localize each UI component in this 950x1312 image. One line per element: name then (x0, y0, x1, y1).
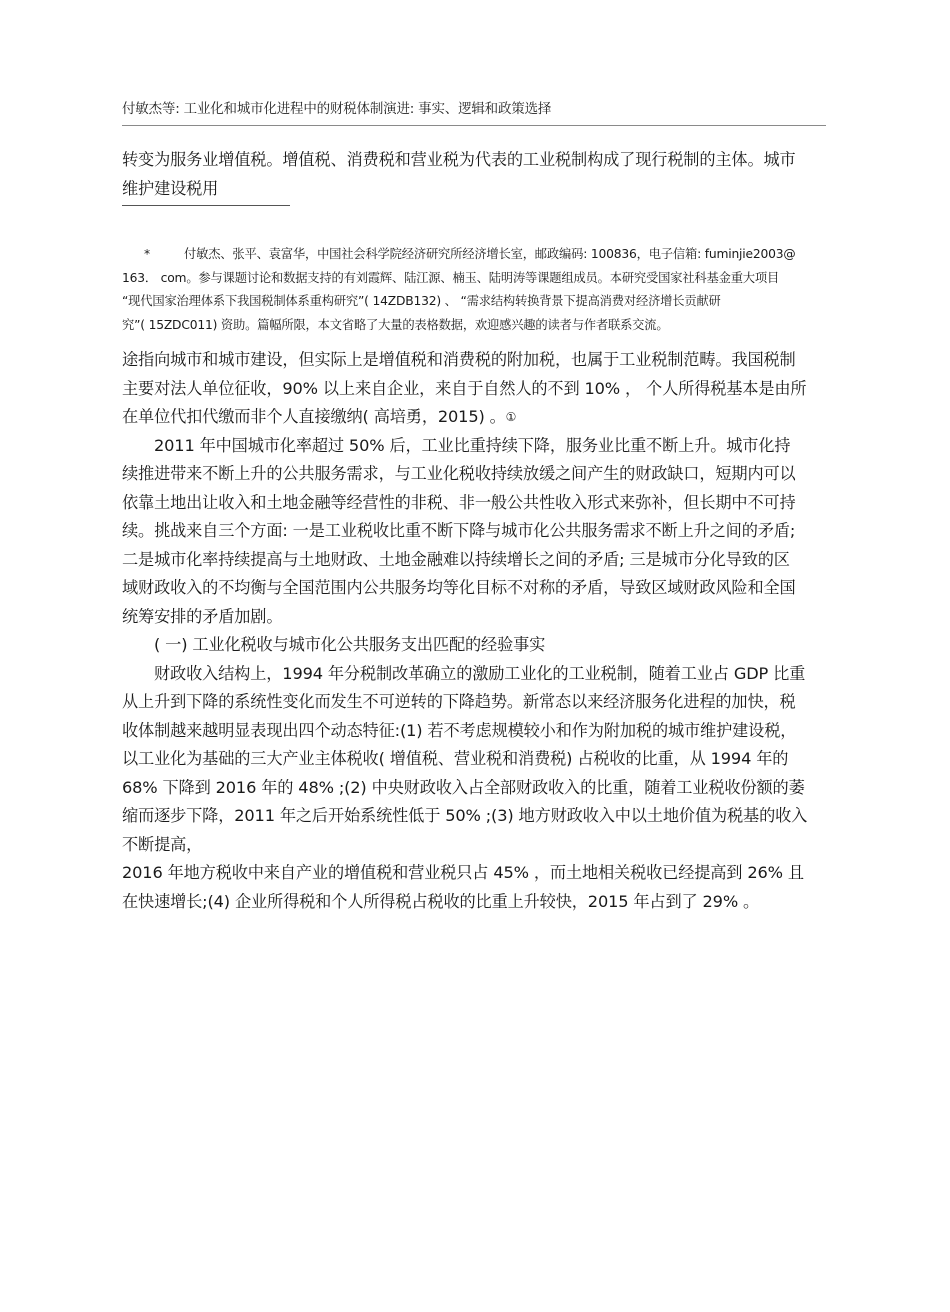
footnote-marker: * (144, 247, 150, 261)
text-line-with-ref (122, 403, 828, 432)
paragraph-3 (122, 660, 828, 860)
text-line: 以工业化为基础的三大产业主体税收( 增值税、营业税和消费税) 占税收的比重，从 1994 年的 (122, 749, 789, 768)
text-line: 二是城市化率持续提高与土地财政、土地金融难以持续增长之间的矛盾; 三是城市分化导致的区 (122, 549, 790, 569)
footnote-rule (122, 205, 290, 206)
text-line: 2016 年地方税收中来自产业的增值税和营业税只占 45% ，而土地相关税收已经提高到 26% 且 (122, 863, 804, 882)
text-line: 2011 年中国城市化率超过 50% 后，工业比重持续下降，服务业比重不断上升。城市化持 (154, 435, 791, 455)
paragraph-continuation-top (122, 146, 828, 203)
main-body (122, 346, 828, 916)
text-line: 主要对法人单位征收，90% 以上来自企业，来自于自然人的不到 10% ， 个人所得税基本是由所 (122, 378, 807, 398)
running-head: 付敏杰等: 工业化和城市化进程中的财税体制演进: 事实、逻辑和政策选择 (122, 101, 552, 117)
text-line: 收体制越来越明显表现出四个动态特征:(1) 若不考虑规模较小和作为附加税的城市维护建设税， (122, 720, 797, 740)
footnote-line-4: 究”( 15ZDC011) 资助。篇幅所限，本文省略了大量的表格数据，欢迎感兴趣的读者与作者联系交流。 (122, 317, 669, 332)
text-line: 财政收入结构上，1994 年分税制改革确立的激励工业化的工业税制，随着工业占 GDP 比重 (154, 663, 806, 683)
text-line: 不断提高， (122, 834, 203, 854)
paragraph-4 (122, 859, 828, 916)
footnote-text: 付敏杰、张平、袁富华，中国社会科学院经济研究所经济增长室，邮政编码: 100836，电子信箱: fuminjie2003@ (184, 247, 796, 261)
header-rule (122, 125, 826, 126)
text-line: 依靠土地出让收入和土地金融等经营性的非税、非一般公共性收入形式来弥补，但长期中不可持 (122, 492, 796, 512)
footnote-line-3: “现代国家治理体系下我国税制体系重构研究”( 14ZDB132) 、 “需求结构转换背景下提高消费对经济增长贡献研 (122, 294, 721, 308)
text-line: 途指向城市和城市建设，但实际上是增值税和消费税的附加税，也属于工业税制范畴。我国税制 (122, 350, 796, 369)
text-line: 缩而逐步下降，2011 年之后开始系统性低于 50% ;(3) 地方财政收入中以土地价值为税基的收入 (122, 806, 808, 825)
text-line: 维护建设税用 (122, 178, 219, 198)
footnote (122, 243, 828, 337)
paragraph-1 (122, 346, 828, 432)
footnote-line-1 (122, 243, 828, 267)
paragraph-2 (122, 432, 828, 632)
text-line: 转变为服务业增值税。增值税、消费税和营业税为代表的工业税制构成了现行税制的主体。城市 (122, 150, 796, 169)
text-span: 在单位代扣代缴而非个人直接缴纳( 高培勇，2015) 。 (122, 407, 506, 426)
footnote-reference-link[interactable]: ① (505, 410, 517, 424)
section-heading: ( 一) 工业化税收与城市化公共服务支出匹配的经验事实 (154, 635, 546, 654)
footnote-line-2: 163． com。参与课题讨论和数据支持的有刘霞辉、陆江源、楠玉、陆明涛等课题组成员。本研究受国家社科基金重大项目 (122, 270, 780, 285)
text-line: 从上升到下降的系统性变化而发生不可逆转的下降趋势。新常态以来经济服务化进程的加快，税 (122, 692, 796, 711)
text-line: 续推进带来不断上升的公共服务需求，与工业化税收持续放缓之间产生的财政缺口，短期内可以 (122, 464, 796, 483)
text-line: 统筹安排的矛盾加剧。 (122, 606, 283, 626)
text-line: 域财政收入的不均衡与全国范围内公共服务均等化目标不对称的矛盾，导致区域财政风险和全国 (122, 578, 796, 597)
text-line: 68% 下降到 2016 年的 48% ;(2) 中央财政收入占全部财政收入的比重，随着工业税收份额的萎 (122, 777, 805, 797)
text-line: 续。挑战来自三个方面: 一是工业税收比重不断下降与城市化公共服务需求不断上升之间的矛盾; (122, 521, 796, 540)
text-line: 在快速增长;(4) 企业所得税和个人所得税占税收的比重上升较快，2015 年占到了 29% 。 (122, 891, 760, 911)
